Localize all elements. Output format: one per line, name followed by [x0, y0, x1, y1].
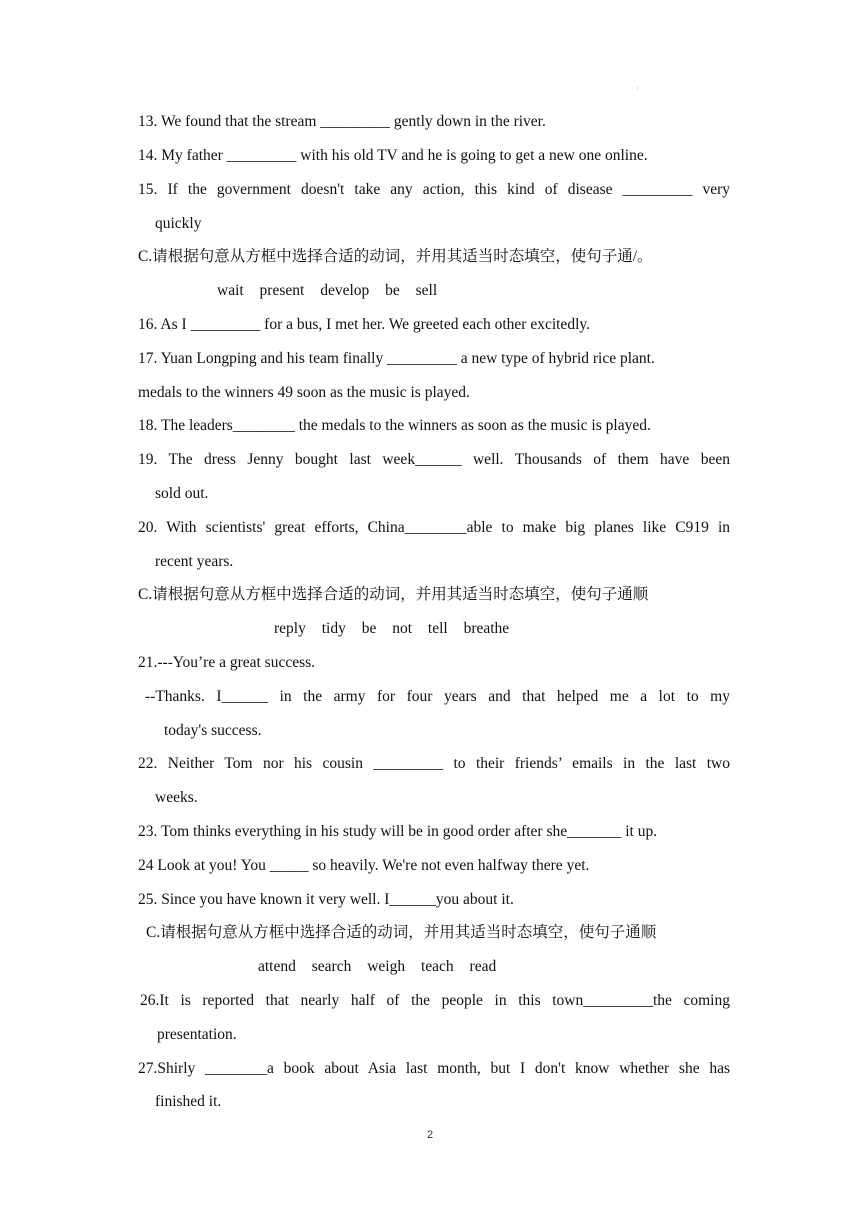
question-24: 24 Look at you! You _____ so heavily. We're not even halfway there yet.: [138, 857, 590, 874]
question-21-line-2: --Thanks. I______ in the army for four years and that helped me a lot to my: [145, 688, 730, 705]
stray-text-line: medals to the winners 49 soon as the music is played.: [138, 384, 470, 401]
question-20-line-2: recent years.: [155, 553, 234, 570]
question-26-line-1: 26.It is reported that nearly half of the people in this town_________the coming: [140, 992, 730, 1009]
question-22-line-1: 22. Neither Tom nor his cousin _________ to their friends’ emails in the last two: [138, 755, 730, 772]
question-15-line-1: 15. If the government doesn't take any action, this kind of disease _________ very: [138, 181, 730, 198]
question-21-line-3: today's success.: [164, 722, 262, 739]
section-c-instruction-3: C.请根据句意从方框中选择合适的动词，并用其适当时态填空，使句子通顺: [146, 924, 657, 941]
question-26-line-2: presentation.: [157, 1026, 237, 1043]
question-17: 17. Yuan Longping and his team finally _________ a new type of hybrid rice plant.: [138, 350, 655, 367]
section-c-instruction-2: C.请根据句意从方框中选择合适的动词，并用其适当时态填空，使句子通顺: [138, 586, 649, 603]
section-c-instruction-1: C.请根据句意从方框中选择合适的动词，并用其适当时态填空，使句子通/。: [138, 248, 653, 265]
question-22-line-2: weeks.: [155, 789, 198, 806]
question-16: 16. As I _________ for a bus, I met her. We greeted each other excitedly.: [138, 316, 590, 333]
word-bank-1: wait present develop be sell: [217, 282, 438, 299]
question-19-line-2: sold out.: [155, 485, 209, 502]
question-23: 23. Tom thinks everything in his study will be in good order after she_______ it up.: [138, 823, 658, 840]
question-21-line-1: 21.---You’re a great success.: [138, 654, 316, 671]
question-27-line-1: 27.Shirly ________a book about Asia last month, but I don't know whether she has: [138, 1060, 730, 1077]
question-13: 13. We found that the stream _________ gently down in the river.: [138, 113, 546, 130]
question-14: 14. My father _________ with his old TV and he is going to get a new one online.: [138, 147, 648, 164]
word-bank-3: attend search weigh teach read: [258, 958, 497, 975]
question-18: 18. The leaders________ the medals to the winners as soon as the music is played.: [138, 417, 651, 434]
stray-mark: ·: [636, 84, 639, 93]
question-27-line-2: finished it.: [155, 1093, 222, 1110]
question-15-line-2: quickly: [155, 215, 202, 232]
page-number: 2: [426, 1129, 434, 1141]
word-bank-2: reply tidy be not tell breathe: [274, 620, 510, 637]
question-25: 25. Since you have known it very well. I______you about it.: [138, 891, 514, 908]
question-19-line-1: 19. The dress Jenny bought last week______ well. Thousands of them have been: [138, 451, 730, 468]
question-20-line-1: 20. With scientists' great efforts, China________able to make big planes like C919 in: [138, 519, 730, 536]
